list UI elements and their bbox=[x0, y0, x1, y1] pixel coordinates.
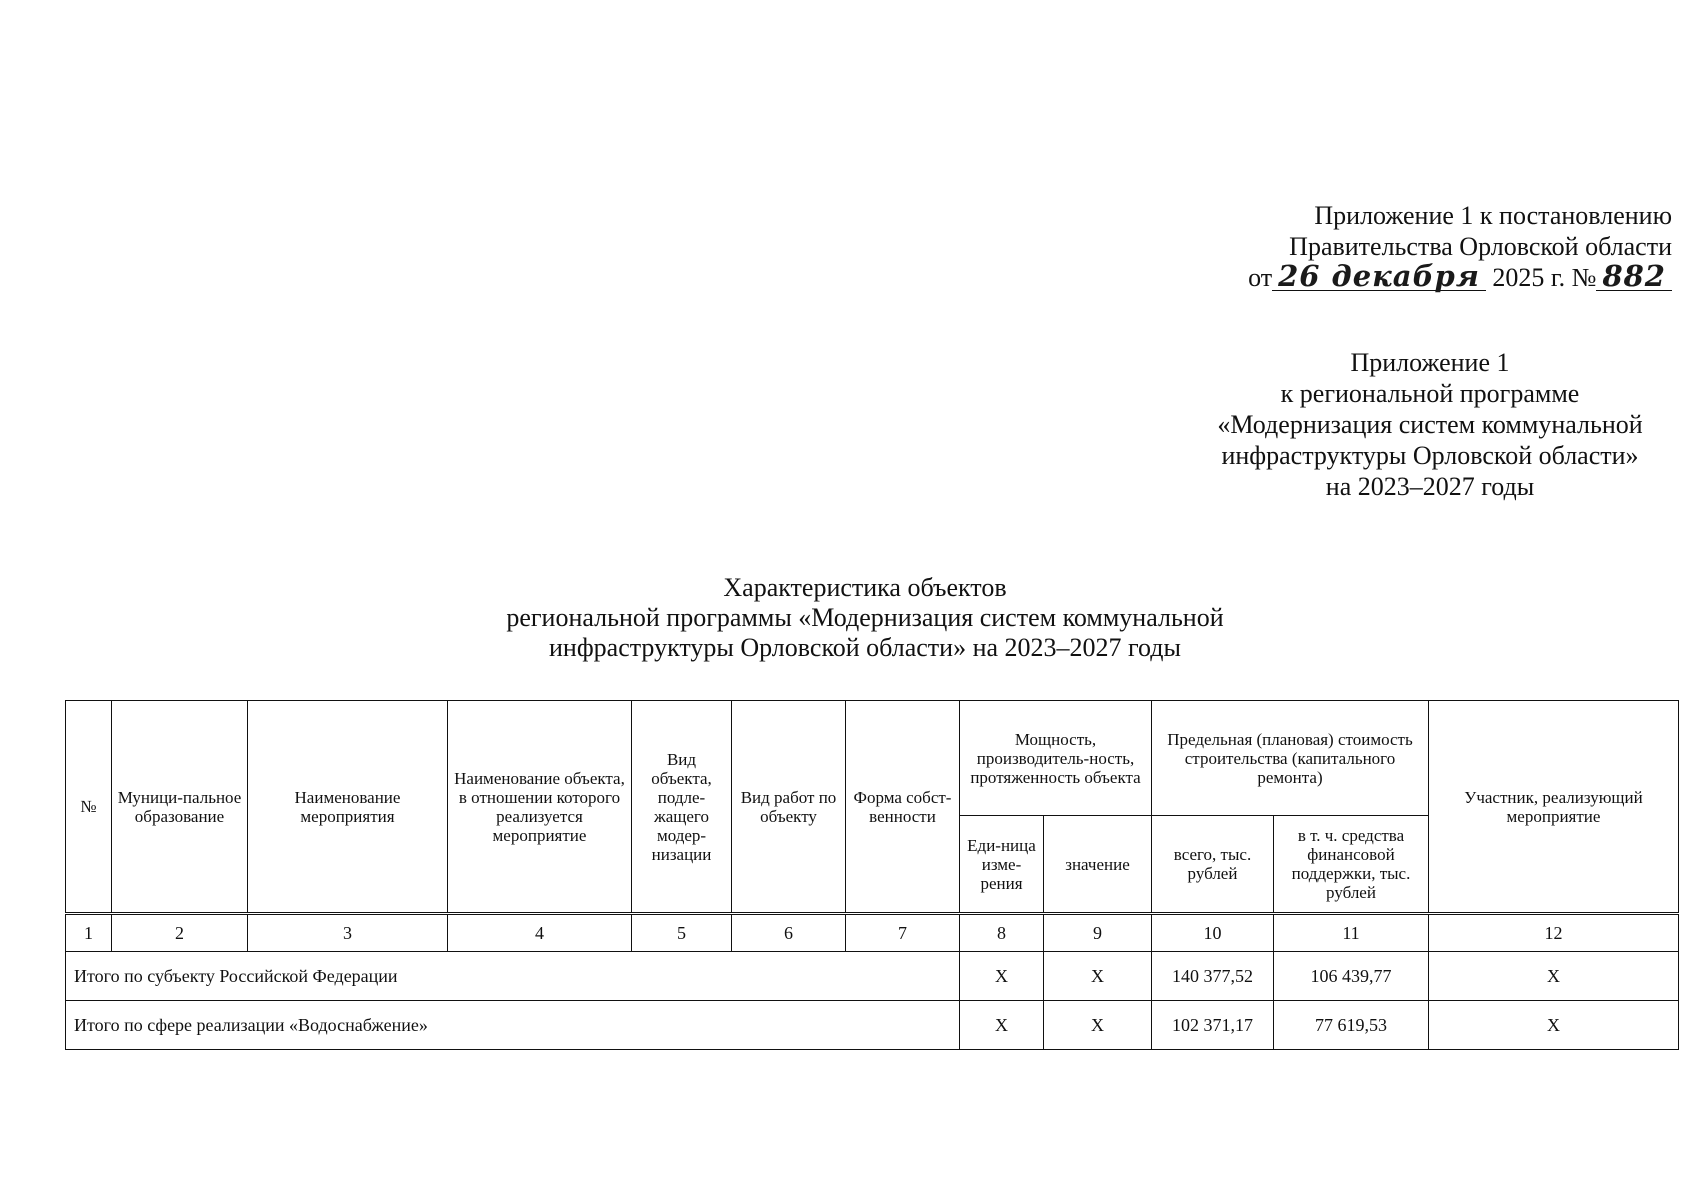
header-participant: Участник, реализующий мероприятие bbox=[1429, 701, 1679, 914]
decree-line-2: Правительства Орловской области bbox=[1289, 232, 1672, 261]
column-number: 5 bbox=[632, 914, 732, 952]
header-work-type: Вид работ по объекту bbox=[732, 701, 846, 914]
annex-line-4: инфраструктуры Орловской области» bbox=[1221, 441, 1639, 470]
document-title bbox=[420, 573, 1310, 663]
column-number: 10 bbox=[1152, 914, 1274, 952]
table-row bbox=[66, 952, 1679, 1001]
column-number: 1 bbox=[66, 914, 112, 952]
annex-line-5: на 2023–2027 годы bbox=[1325, 472, 1535, 501]
header-event-name: Наименование мероприятия bbox=[248, 701, 448, 914]
row-label: Итого по сфере реализации «Водоснабжение» bbox=[66, 1001, 960, 1050]
row-value: X bbox=[1044, 1001, 1152, 1050]
annex-line-2: к региональной программе bbox=[1280, 379, 1580, 408]
column-number: 7 bbox=[846, 914, 960, 952]
decree-reference bbox=[1248, 200, 1672, 293]
column-number: 9 bbox=[1044, 914, 1152, 952]
annex-line-1: Приложение 1 bbox=[1350, 348, 1510, 377]
title-line-1: Характеристика объектов bbox=[723, 573, 1007, 602]
row-support: 106 439,77 bbox=[1274, 952, 1429, 1001]
header-num: № bbox=[66, 701, 112, 914]
header-municipality: Муници-пальное образование bbox=[112, 701, 248, 914]
title-line-3: инфраструктуры Орловской области» на 2023–2027 годы bbox=[549, 633, 1181, 662]
decree-year-label: 2025 г. № bbox=[1492, 263, 1597, 292]
column-number: 4 bbox=[448, 914, 632, 952]
decree-from-label: от bbox=[1248, 263, 1273, 292]
column-number: 3 bbox=[248, 914, 448, 952]
annex-line-3: «Модернизация систем коммунальной bbox=[1217, 410, 1643, 439]
objects-table bbox=[65, 700, 1679, 1050]
row-participant: X bbox=[1429, 1001, 1679, 1050]
annex-header bbox=[1190, 347, 1670, 502]
column-number: 6 bbox=[732, 914, 846, 952]
header-capacity: Мощность, производитель-ность, протяженность объекта bbox=[960, 701, 1152, 816]
row-unit: X bbox=[960, 952, 1044, 1001]
header-support-cost: в т. ч. средства финансовой поддержки, тыс. рублей bbox=[1274, 816, 1429, 914]
header-row-1 bbox=[66, 701, 1679, 816]
row-value: X bbox=[1044, 952, 1152, 1001]
header-cost: Предельная (плановая) стоимость строительства (капитального ремонта) bbox=[1152, 701, 1429, 816]
row-total: 140 377,52 bbox=[1152, 952, 1274, 1001]
header-total-cost: всего, тыс. рублей bbox=[1152, 816, 1274, 914]
header-ownership: Форма собст-венности bbox=[846, 701, 960, 914]
header-object-name: Наименование объекта, в отношении которого реализуется мероприятие bbox=[448, 701, 632, 914]
row-support: 77 619,53 bbox=[1274, 1001, 1429, 1050]
decree-date-line bbox=[1248, 259, 1672, 293]
column-number-row bbox=[66, 914, 1679, 952]
decree-line-1: Приложение 1 к постановлению bbox=[1314, 201, 1672, 230]
row-total: 102 371,17 bbox=[1152, 1001, 1274, 1050]
row-participant: X bbox=[1429, 952, 1679, 1001]
column-number: 8 bbox=[960, 914, 1044, 952]
title-line-2: региональной программы «Модернизация систем коммунальной bbox=[506, 603, 1224, 632]
column-number: 2 bbox=[112, 914, 248, 952]
header-value: значение bbox=[1044, 816, 1152, 914]
header-object-type: Вид объекта, подле-жащего модер-низации bbox=[632, 701, 732, 914]
handwritten-date: 26 декабря bbox=[1272, 262, 1486, 291]
header-unit: Еди-ница изме-рения bbox=[960, 816, 1044, 914]
handwritten-number: 882 bbox=[1596, 262, 1672, 291]
column-number: 12 bbox=[1429, 914, 1679, 952]
row-label: Итого по субъекту Российской Федерации bbox=[66, 952, 960, 1001]
column-number: 11 bbox=[1274, 914, 1429, 952]
row-unit: X bbox=[960, 1001, 1044, 1050]
table-row bbox=[66, 1001, 1679, 1050]
